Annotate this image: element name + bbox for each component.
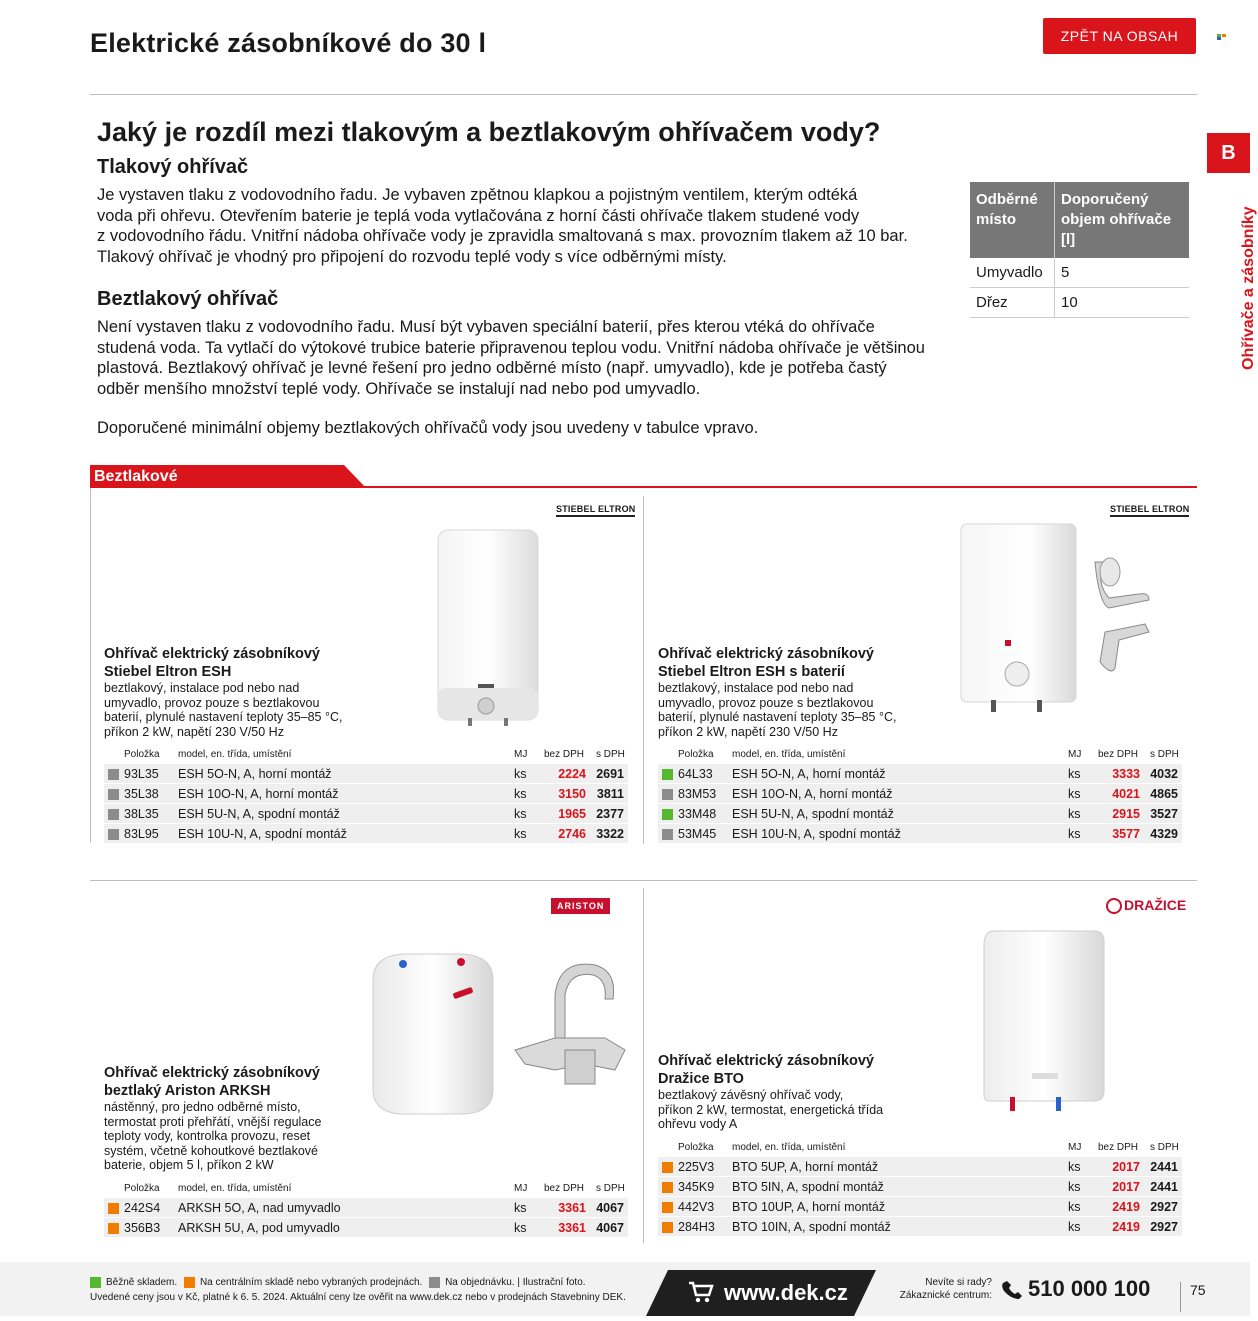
stock-indicator-orange [662,1222,673,1233]
brand-logo-ariston: ARISTON [551,898,610,914]
customer-center-label: Nevíte si rady? Zákaznické centrum: [899,1277,992,1301]
product-image-bto [980,925,1110,1125]
chapter-tab[interactable]: B [1207,133,1250,173]
corner-mark-icon [1217,27,1226,33]
phone-icon [1002,1279,1024,1306]
intro-question: Jaký je rozdíl mezi tlakovým a beztlakovým ohřívačem vody? [97,117,881,147]
phone-number[interactable]: 510 000 100 [1028,1276,1151,1301]
stock-indicator-orange [184,1277,195,1288]
header-divider [90,94,1197,95]
product-image-esh-with-tap [955,522,1160,727]
nonpressure-heading: Beztlakový ohřívač [97,288,279,310]
stock-indicator-grey [429,1277,440,1288]
product-table: Položka model, en. třída, umístění MJ bez DPH s DPH 242S4 ARKSH 5O, A, nad umyvadlo ks 3361 4067 356B3 ARKSH 5U, A, pod umyvadlo ks 3361 4067 [104,1181,628,1238]
table-row[interactable]: 33M48 ESH 5U-N, A, spodní montáž ks 2915 3527 [658,804,1182,824]
table-row: Umyvadlo 5 [970,258,1189,288]
product-image-arksh [365,950,635,1125]
grid-line [643,888,644,1243]
stock-indicator-grey [108,769,119,780]
volume-table-header-place: Odběrné místo [970,182,1055,258]
stock-indicator-grey [108,789,119,800]
brand-logo-drazice: DRAŽICE [1106,897,1186,914]
stock-indicator-orange [662,1202,673,1213]
table-row[interactable]: 35L38 ESH 10O-N, A, horní montáž ks 3150 3811 [104,784,628,804]
brand-logo-stiebel: STIEBEL ELTRON [556,504,635,517]
product-title: Ohřívač elektrický zásobníkový beztlaký Ariston ARKSH [104,1065,320,1099]
table-row[interactable]: 242S4 ARKSH 5O, A, nad umyvadlo ks 3361 4067 [104,1198,628,1218]
cart-icon [688,1280,714,1309]
back-to-contents-button[interactable]: ZPĚT NA OBSAH [1043,18,1196,54]
stock-indicator-orange [108,1203,119,1214]
product-table: Položka model, en. třída, umístění MJ bez DPH s DPH 64L33 ESH 5O-N, A, horní montáž ks 3333 4032 83M53 ESH 10O-N, A, horní montáž ks 4021 4865 33M48 ESH 5U-N, A, spodní montáž ks 2915 3527 53M45 ESH 10U-N, A, spodní montáž ks 3577 4329 [658,747,1182,844]
product-title: Ohřívač elektrický zásobníkový Stiebel Eltron ESH [104,646,320,680]
stock-indicator-orange [108,1223,119,1234]
footer-url-link[interactable]: www.dek.cz [724,1280,848,1305]
volume-table-header-volume: Doporučený objem ohřívače [l] [1055,182,1190,258]
stock-indicator-green [662,769,673,780]
brand-logo-stiebel: STIEBEL ELTRON [1110,504,1189,517]
stock-indicator-grey [662,789,673,800]
stock-indicator-grey [108,829,119,840]
table-row: Dřez 10 [970,288,1189,318]
table-row[interactable]: 442V3 BTO 10UP, A, horní montáž ks 2419 2927 [658,1197,1182,1217]
product-table: Položka model, en. třída, umístění MJ bez DPH s DPH 93L35 ESH 5O-N, A, horní montáž ks 2224 2691 35L38 ESH 10O-N, A, horní montáž ks 3150 3811 38L35 ESH 5U-N, A, spodní montáž ks 1965 2377 83L95 ESH 10U-N, A, spodní montáž ks 2746 3322 [104,747,628,844]
footer-legend: Běžně skladem. Na centrálním skladě nebo vybraných prodejnách. Na objednávku. | Ilustrační foto. Uvedené ceny jsou v Kč, platné k 6. 5. 2024. Aktuální ceny lze ověřit na www.dek.cz nebo v prodejnách Stavebniny DEK. [90,1277,626,1303]
table-row[interactable]: 83L95 ESH 10U-N, A, spodní montáž ks 2746 3322 [104,824,628,844]
pressure-heading: Tlakový ohřívač [97,156,249,178]
product-image-esh [430,528,545,733]
table-row[interactable]: 38L35 ESH 5U-N, A, spodní montáž ks 1965 2377 [104,804,628,824]
product-description: beztlakový závěsný ohřívač vody, příkon 2 kW, termostat, energetická třída ohřevu vody A [658,1088,884,1132]
volume-table [970,182,1189,318]
table-row[interactable]: 345K9 BTO 5IN, A, spodní montáž ks 2017 2441 [658,1177,1182,1197]
grid-line [90,488,91,843]
product-table: Položka model, en. třída, umístění MJ bez DPH s DPH 225V3 BTO 5UP, A, horní montáž ks 2017 2441 345K9 BTO 5IN, A, spodní montáž ks 2017 2441 442V3 BTO 10UP, A, horní montáž ks 2419 2927 284H3 BTO 10IN, A, spodní montáž ks 2419 2927 [658,1140,1182,1237]
grid-line [643,496,644,844]
table-row[interactable]: 64L33 ESH 5O-N, A, horní montáž ks 3333 4032 [658,764,1182,784]
table-row[interactable]: 225V3 BTO 5UP, A, horní montáž ks 2017 2441 [658,1157,1182,1177]
stock-indicator-orange [662,1182,673,1193]
stock-indicator-orange [662,1162,673,1173]
product-description: beztlakový, instalace pod nebo nad umyvadlo, provoz pouze s beztlakovou baterií, plynulé nastavení teploty 35–85 °C, příkon 2 kW, napětí 230 V/50 Hz [104,681,343,739]
table-row[interactable]: 93L35 ESH 5O-N, A, horní montáž ks 2224 2691 [104,764,628,784]
nonpressure-text: Není vystaven tlaku z vodovodního řadu. Musí být vybaven speciální baterií, přes kterou vtéká do ohřívače studená voda. Ta vytlačí do výtokové trubice baterie připravenou teplou vodu. Vnitřní nádoba ohřívače je většinou plastová. Beztlakový ohřívač je levné řešení pro jedno odběrné místo (např. umyvadlo), kde je potřeba častý odběr menšího množství teplé vody. Ohřívače se instalují nad nebo pod umyvadlo. [97,318,925,398]
chapter-label: Ohřívače a zásobníky [1240,206,1257,370]
section-divider [90,486,1197,488]
pressure-text: Je vystaven tlaku z vodovodního řadu. Je vybaven zpětnou klapkou a pojistným ventilem, kterým odtéká voda při ohřevu. Otevřením baterie je teplá voda vytlačována z horní části ohřívače tlakem studené vody z vodovodního řádu. Vnitřní nádoba ohřívače vody je zpravidla smaltovaná s max. provozním tlakem až 10 bar. Tlakový ohřívač je vhodný pro připojení do rozvodu teplé vody s více odběrnými místy. [97,186,908,266]
stock-indicator-green [90,1277,101,1288]
footer-divider [1180,1282,1181,1312]
page-number: 75 [1190,1282,1206,1298]
table-row[interactable]: 356B3 ARKSH 5U, A, pod umyvadlo ks 3361 4067 [104,1218,628,1238]
product-description: beztlakový, instalace pod nebo nad umyvadlo, provoz pouze s beztlakovou baterií, plynulé nastavení teploty 35–85 °C, příkon 2 kW, napětí 230 V/50 Hz [658,681,897,739]
product-title: Ohřívač elektrický zásobníkový Stiebel Eltron ESH s baterií [658,646,874,680]
product-title: Ohřívač elektrický zásobníkový Dražice BTO [658,1053,874,1087]
stock-indicator-grey [108,809,119,820]
prices-note: Uvedené ceny jsou v Kč, platné k 6. 5. 2024. Aktuální ceny lze ověřit na www.dek.cz nebo v prodejnách Stavebniny DEK. [90,1292,626,1303]
grid-line [90,880,1197,881]
stock-indicator-grey [662,829,673,840]
product-description: nástěnný, pro jedno odběrné místo, termostat proti přehřátí, vnější regulace teploty vody, kontrolka provozu, reset systém, včetně kohoutkové beztlakové baterie, objem 5 l, příkon 2 kW [104,1100,322,1173]
table-row[interactable]: 53M45 ESH 10U-N, A, spodní montáž ks 3577 4329 [658,824,1182,844]
table-row[interactable]: 284H3 BTO 10IN, A, spodní montáž ks 2419 2927 [658,1217,1182,1237]
table-row[interactable]: 83M53 ESH 10O-N, A, horní montáž ks 4021 4865 [658,784,1182,804]
recommendation-text: Doporučené minimální objemy beztlakových ohřívačů vody jsou uvedeny v tabulce vpravo. [97,419,759,437]
page-title: Elektrické zásobníkové do 30 l [90,28,487,58]
stock-indicator-green [662,809,673,820]
